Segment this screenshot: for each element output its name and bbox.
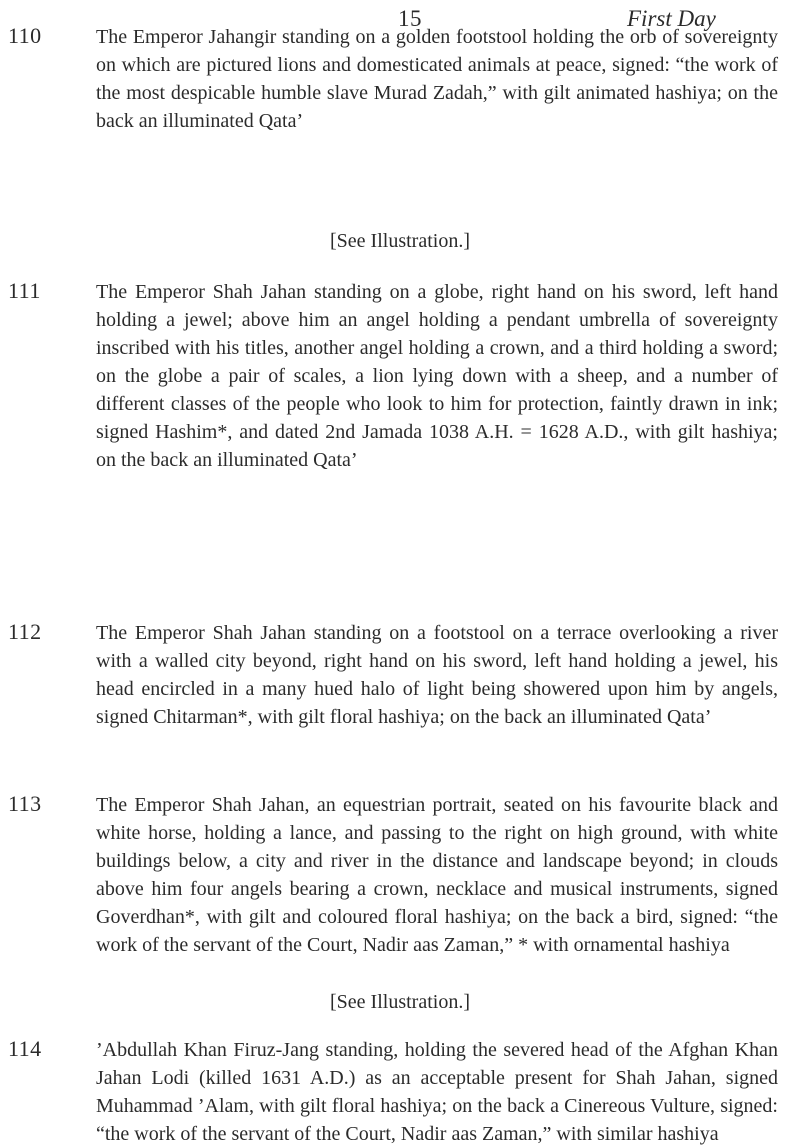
lot-number: 110 xyxy=(8,23,42,48)
lot-description: ’Abdullah Khan Firuz-Jang standing, holding the severed head of the Afghan Khan Jahan Lodi (killed 1631 A.D.) as an acceptable present for Shah Jahan, signed Muhammad ’Alam, with gilt floral hashiya; on the back a Cinereous Vulture, signed: “the work of the servant of the Court, Nadir aas Zaman,” with similar hashiya xyxy=(96,1039,778,1145)
lot-description: The Emperor Shah Jahan standing on a footstool on a terrace overlooking a river with a walled city beyond, right hand on his sword, left hand holding a jewel, his head encircled in a many hued halo of light being showered upon him by angels, signed Chitarman*, with gilt floral hashiya; on the back an illuminated Qata’ xyxy=(96,622,778,728)
see-illustration-note: [See Illustration.] xyxy=(330,230,470,252)
lot-description: The Emperor Shah Jahan standing on a globe, right hand on his sword, left hand holding a jewel; above him an angel holding a pendant umbrella of sovereignty inscribed with his titles, another angel holding a crown, and a third holding a sword; on the globe a pair of scales, a lion lying down with a sheep, and a number of different classes of the people who look to him for protection, faintly drawn in ink; signed Hashim*, and dated 2nd Jamada 1038 A.H. = 1628 A.D., with gilt hashiya; on the back an illuminated Qata’ xyxy=(96,281,778,471)
lot-number: 114 xyxy=(8,1036,42,1061)
lot-description: The Emperor Shah Jahan, an equestrian portrait, seated on his favourite black and white horse, holding a lance, and passing to the right on high ground, with white buildings below, a city and river in the distance and landscape beyond; in clouds above him four angels bearing a crown, necklace and musical instruments, signed Goverdhan*, with gilt and coloured floral hashiya; on the back a bird, signed: “the work of the servant of the Court, Nadir aas Zaman,” * with ornamental hashiya xyxy=(96,794,778,956)
lot-number: 112 xyxy=(8,619,42,644)
see-illustration-note: [See Illustration.] xyxy=(330,991,470,1013)
lot-number: 111 xyxy=(8,278,41,303)
lot-description: The Emperor Jahangir standing on a golden footstool holding the orb of sovereignty on which are pictured lions and domesticated animals at peace, signed: “the work of the most despicable humble slave Murad Zadah,” with gilt animated hashiya; on the back an illuminated Qata’ xyxy=(96,26,778,132)
running-title: First Day xyxy=(627,6,716,31)
page-number: 15 xyxy=(398,6,422,31)
lot-number: 113 xyxy=(8,791,42,816)
